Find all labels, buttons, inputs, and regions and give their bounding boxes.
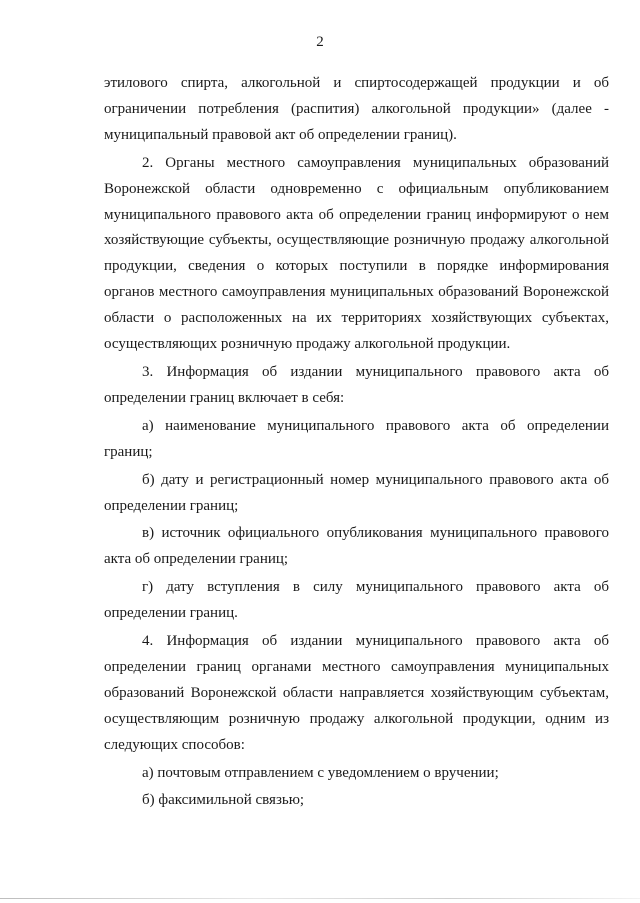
subitem-b: б) дату и регистрационный номер муниципального правового акта об определении границ; — [104, 471, 609, 514]
paragraph-continuation: этилового спирта, алкогольной и спиртосодержащей продукции и об ограничении потребления (распития) алкогольной продукции» (далее - муниципальный правовой акт об определении границ). — [104, 75, 609, 143]
subitem-v: в) источник официального опубликования муниципального правового акта об определении границ; — [104, 525, 609, 568]
paragraph-item-2: 2. Органы местного самоуправления муниципальных образований Воронежской области одновременно с официальным опубликованием муниципального правового акта об определении границ информируют о нем хозяйствующие субъекты, осуществляющие розничную продажу алкогольной продукции, сведения о которых поступили в порядке информирования органов местного самоуправления муниципальных образований Воронежской области о расположенных на их территориях хозяйствующих субъектах, осуществляющих розничную продажу алкогольной продукции. — [104, 154, 609, 353]
page-number: 2 — [316, 34, 324, 50]
subitem-a: а) наименование муниципального правового акта об определении границ; — [104, 417, 609, 460]
document-body — [104, 71, 609, 814]
subitem-g: г) дату вступления в силу муниципального правового акта об определении границ. — [104, 579, 609, 622]
paragraph-item-4: 4. Информация об издании муниципального правового акта об определении границ органами местного самоуправления муниципальных образований Воронежской области направляется хозяйствующим субъектам, осуществляющим розничную продажу алкогольной продукции, одним из следующих способов: — [104, 633, 609, 753]
scan-edge-line — [0, 898, 640, 899]
method-a: а) почтовым отправлением с уведомлением о вручении; — [142, 764, 499, 781]
paragraph-item-3: 3. Информация об издании муниципального правового акта об определении границ включает в себя: — [104, 363, 609, 406]
method-b: б) факсимильной связью; — [142, 792, 305, 809]
